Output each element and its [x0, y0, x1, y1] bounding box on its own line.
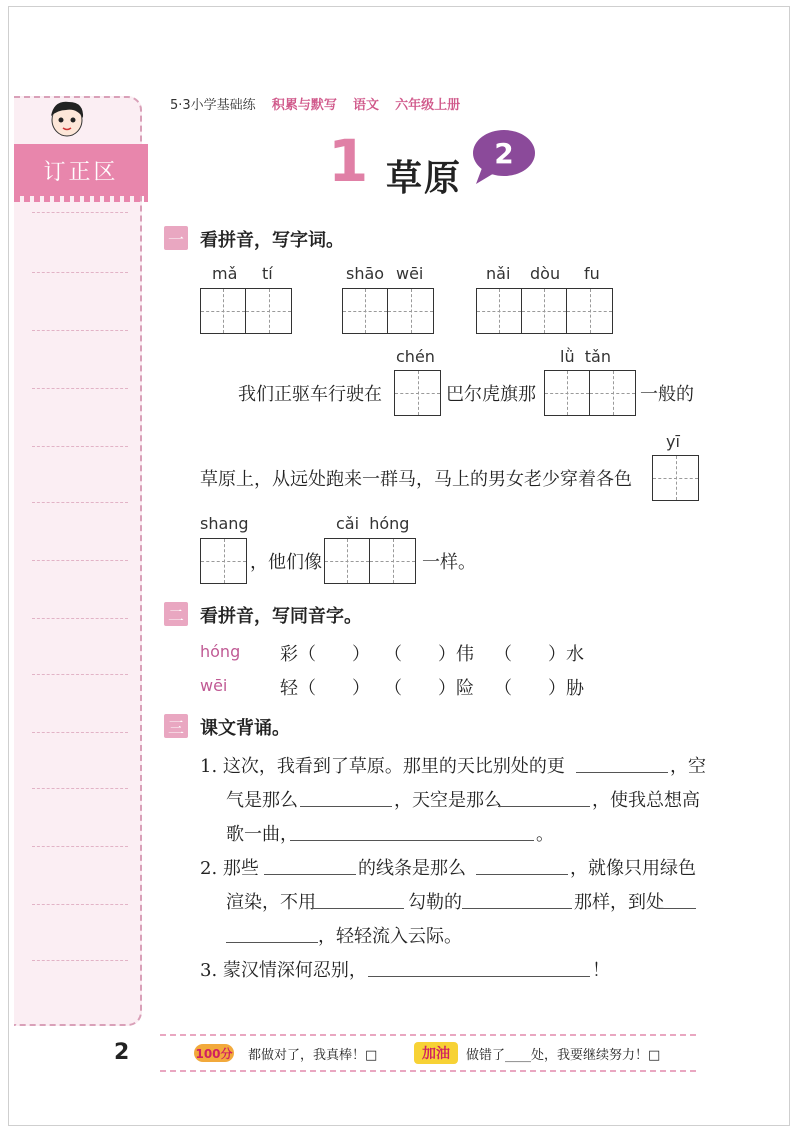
- answer-blank[interactable]: [576, 770, 668, 773]
- recitation-text: 歌一曲，: [226, 824, 298, 845]
- book-part: 积累与默写: [271, 98, 337, 113]
- homophone-item[interactable]: 彩（ ）: [280, 644, 370, 665]
- recitation-text: 。: [536, 824, 554, 845]
- pinyin: dòu: [530, 264, 561, 283]
- writing-grid[interactable]: [394, 370, 441, 416]
- pinyin: hóng: [200, 642, 241, 661]
- sidebar-line: [32, 904, 128, 905]
- answer-blank[interactable]: [368, 974, 590, 977]
- section-title: 看拼音，写同音字。: [200, 606, 362, 627]
- pinyin: wēi: [396, 264, 424, 283]
- homophone-item[interactable]: （ ）险: [384, 678, 474, 699]
- recitation-text: ，空: [670, 756, 706, 777]
- self-check-errors[interactable]: 做错了____处，我要继续努力！□: [466, 1048, 661, 1063]
- recitation-text: 2. 那些: [200, 858, 259, 879]
- homophone-item[interactable]: 轻（ ）: [280, 678, 370, 699]
- subject: 语文: [352, 98, 379, 113]
- recitation-text: 的线条是那么: [358, 858, 466, 879]
- sidebar-line: [32, 330, 128, 331]
- pinyin: nǎi: [486, 264, 511, 283]
- correction-tab-label: 订正区: [43, 159, 119, 185]
- cheer-badge: 加油: [414, 1042, 458, 1064]
- pinyin: lǜ tǎn: [560, 347, 611, 366]
- pinyin: mǎ: [212, 264, 238, 283]
- sidebar-line: [32, 212, 128, 213]
- writing-grid[interactable]: [544, 370, 636, 416]
- pinyin: yī: [666, 432, 680, 451]
- pinyin: wēi: [200, 676, 228, 695]
- recitation-text: 那样，到处: [574, 892, 664, 913]
- sidebar-line: [32, 674, 128, 675]
- recitation-text: ，就像只用绿色: [570, 858, 696, 879]
- answer-blank[interactable]: [264, 872, 356, 875]
- recitation-text: ，轻轻流入云际。: [318, 926, 462, 947]
- homophone-item[interactable]: （ ）伟: [384, 644, 474, 665]
- sidebar-line: [32, 502, 128, 503]
- recitation-text: 勾勒的: [408, 892, 462, 913]
- recitation-text: ，使我总想高: [592, 790, 700, 811]
- recitation-text: 1. 这次，我看到了草原。那里的天比别处的更: [200, 756, 565, 777]
- writing-grid[interactable]: [342, 288, 434, 334]
- sidebar-line: [32, 846, 128, 847]
- sentence-text: 一般的: [640, 384, 694, 405]
- sidebar-line: [32, 788, 128, 789]
- answer-blank[interactable]: [290, 838, 534, 841]
- lesson-title: 草原: [386, 158, 463, 199]
- pinyin: shāo: [346, 264, 385, 283]
- answer-blank[interactable]: [476, 872, 568, 875]
- sidebar-line: [32, 272, 128, 273]
- section-badge: 三: [164, 714, 188, 738]
- series-name: 5·3小学基础练: [170, 98, 256, 113]
- sentence-text: 我们正驱车行驶在: [238, 384, 382, 405]
- pinyin: cǎi hóng: [336, 514, 410, 533]
- section-badge: 一: [164, 226, 188, 250]
- score-badge: 100分: [194, 1044, 234, 1062]
- section-title: 课文背诵。: [200, 718, 290, 739]
- answer-blank[interactable]: [312, 906, 404, 909]
- cartoon-boy-icon: [44, 98, 90, 140]
- grade: 六年级上册: [395, 98, 461, 113]
- answer-blank[interactable]: [300, 804, 392, 807]
- answer-blank[interactable]: [226, 940, 318, 943]
- page-number: 2: [114, 1040, 130, 1065]
- self-check-correct[interactable]: 都做对了，我真棒！□: [248, 1048, 378, 1063]
- practice-number-bubble: [470, 128, 536, 186]
- section-badge: 二: [164, 602, 188, 626]
- sidebar-line: [32, 618, 128, 619]
- lesson-number: 1: [328, 127, 369, 195]
- sentence-text: 巴尔虎旗那: [446, 384, 536, 405]
- correction-tab: [14, 144, 148, 196]
- recitation-text: 渲染，不用: [226, 892, 316, 913]
- sentence-text: 草原上，从远处跑来一群马，马上的男女老少穿着各色: [200, 469, 632, 490]
- sentence-text: 一样。: [422, 552, 476, 573]
- writing-grid[interactable]: [200, 288, 292, 334]
- recitation-text: 3. 蒙汉情深何忍别，: [200, 960, 367, 981]
- recitation-text: ！: [592, 960, 610, 981]
- pinyin: chén: [396, 347, 435, 366]
- writing-grid[interactable]: [200, 538, 247, 584]
- correction-sidebar: [14, 96, 142, 1026]
- homophone-item[interactable]: （ ）水: [494, 644, 584, 665]
- sidebar-line: [32, 388, 128, 389]
- pinyin: fu: [584, 264, 600, 283]
- sentence-text: ，他们像: [250, 552, 322, 573]
- self-check-bar: [160, 1034, 696, 1072]
- pinyin: tí: [262, 264, 273, 283]
- book-header: [170, 94, 460, 113]
- sidebar-line: [32, 732, 128, 733]
- answer-blank[interactable]: [462, 906, 572, 909]
- sidebar-line: [32, 560, 128, 561]
- pinyin: shang: [200, 514, 249, 533]
- answer-blank[interactable]: [660, 906, 696, 909]
- recitation-text: 气是那么: [226, 790, 298, 811]
- writing-grid[interactable]: [652, 455, 699, 501]
- answer-blank[interactable]: [498, 804, 590, 807]
- sidebar-line: [32, 446, 128, 447]
- sidebar-line: [32, 960, 128, 961]
- homophone-item[interactable]: （ ）胁: [494, 678, 584, 699]
- recitation-text: ，天空是那么: [394, 790, 502, 811]
- writing-grid[interactable]: [324, 538, 416, 584]
- practice-number: 2: [494, 137, 514, 170]
- section-title: 看拼音，写字词。: [200, 230, 344, 251]
- writing-grid[interactable]: [476, 288, 613, 334]
